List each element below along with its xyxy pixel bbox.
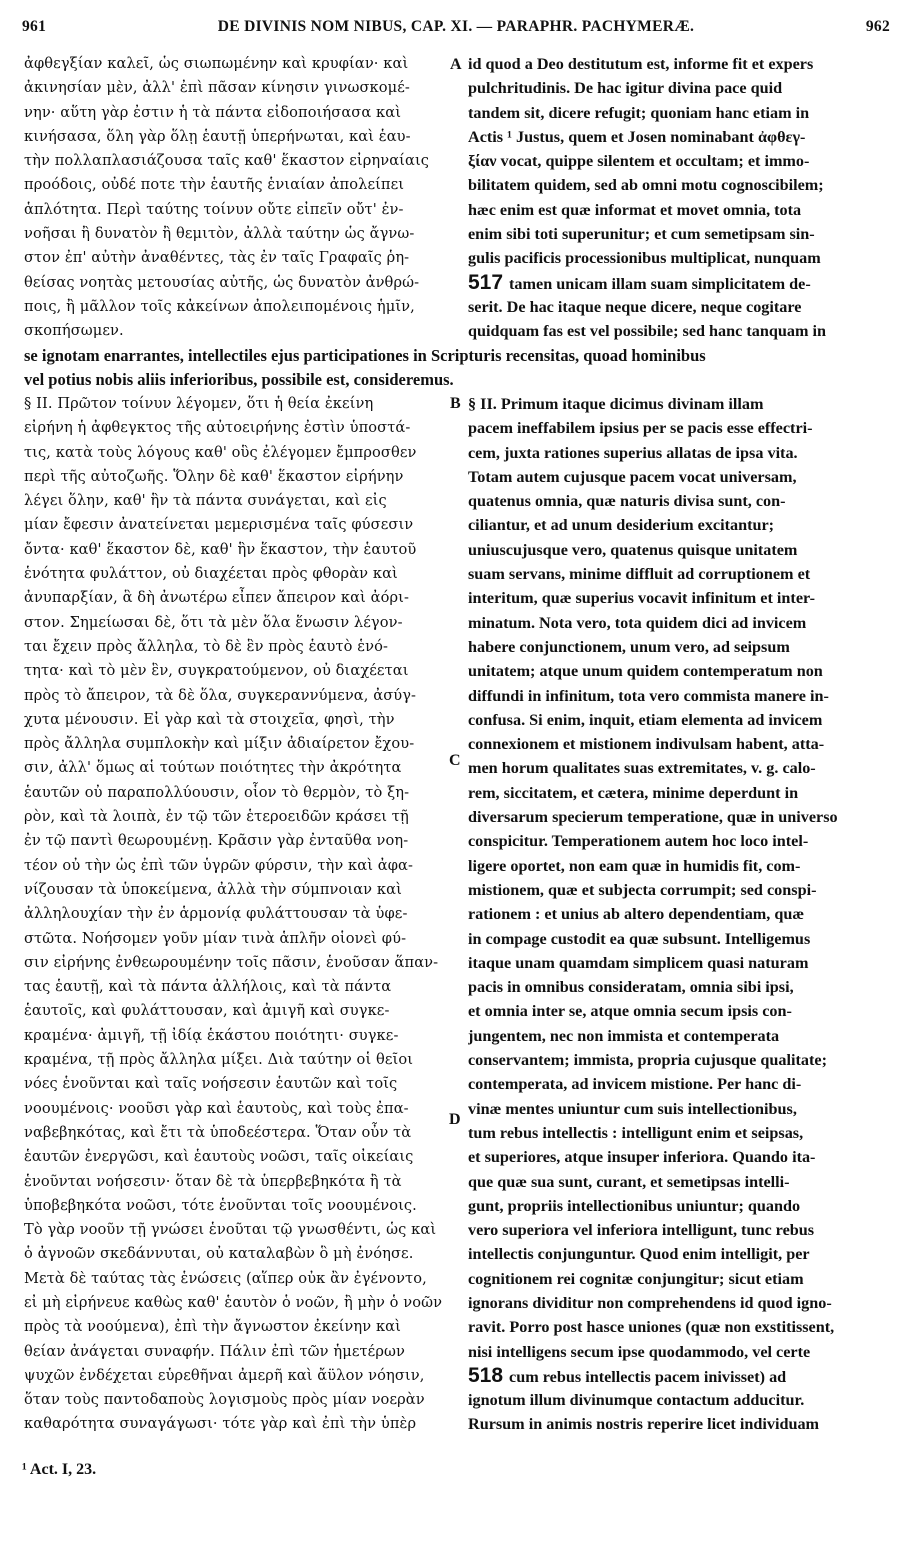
margin-letter-b: B <box>450 395 461 412</box>
greek-line <box>24 295 444 319</box>
greek-line <box>24 999 446 1023</box>
greek-line <box>24 441 446 465</box>
line-text: cum rebus intellectis pacem inivisset) ad <box>509 1367 787 1386</box>
line-text: minatum. Nota vero, tota quidem dici ad invicem <box>468 613 807 632</box>
line-text: χυτα μένουσιν. Εἰ γὰρ καὶ τὰ στοιχεῖα, φησὶ, τὴν <box>24 710 395 728</box>
line-text: ὁ ἀγνοῶν σκεδάννυται, οὐ καταλαβὼν ὃ μὴ ἐνόησε. <box>24 1245 414 1263</box>
latin-line <box>468 173 894 197</box>
full-width-latin <box>24 344 894 393</box>
latin-line <box>468 586 894 610</box>
greek-line <box>24 805 446 829</box>
line-text: interitum, quæ superius vocavit infinitum et inter- <box>468 589 815 608</box>
latin-line <box>468 1218 894 1242</box>
latin-line <box>468 1145 894 1169</box>
greek-line <box>24 927 446 951</box>
line-text: contemperata, ad invicem mistione. Per hanc di- <box>468 1075 802 1094</box>
line-text: cem, juxta rationes superius allatas de ipsa vita. <box>468 443 798 462</box>
line-text: suam servans, minime diffluit ad corruptionem et <box>468 565 811 584</box>
greek-line <box>24 222 444 246</box>
line-text: rationem : et unius ab altero dependentiam, quæ <box>468 905 805 924</box>
line-text: et omnia inter se, atque omnia secum ipsis con- <box>468 1002 792 1021</box>
line-text: connexionem et mistionem indivulsam habent, atta- <box>468 735 825 754</box>
latin-line <box>468 513 894 537</box>
line-text: quidquam fas est vel possibile; sed hanc tanquam in <box>468 322 827 341</box>
line-text: πρὸς τὸ ἄπειρον, τὰ δὲ ὅλα, συγκεραννύμενα, ἀσύγ- <box>24 686 417 704</box>
greek-line <box>24 271 444 295</box>
latin-line <box>468 149 894 173</box>
latin-line <box>468 1194 894 1218</box>
latin-line <box>468 319 894 343</box>
greek-line <box>24 1121 446 1145</box>
greek-line <box>24 586 446 610</box>
line-text: πρὸς τὰ νοούμενα), ἐπὶ τὴν ἄγνωστον ἐκείνην καὶ <box>24 1318 401 1336</box>
line-text: κραμένα, τῇ πρὸς ἄλληλα μίξει. Διὰ ταύτην οἱ θεῖοι <box>24 1051 414 1069</box>
latin-column-top <box>468 52 894 344</box>
line-text: στον. Σημείωσαι δὲ, ὅτι τὰ μὲν ὅλα ἕνωσιν λέγον- <box>24 613 403 631</box>
line-text: ὅταν τοὺς παντοδαποὺς λογισμοὺς πρὸς μίαν νοερὰν <box>24 1391 425 1409</box>
line-text: jungentem, nec non immista et contemperata <box>468 1026 780 1045</box>
greek-line <box>24 1291 446 1315</box>
line-text: pacis in omnibus consideratam, omnia sibi ipsi, <box>468 978 794 997</box>
latin-line <box>468 1024 894 1048</box>
line-text: στῶτα. Νοήσομεν γοῦν μίαν τινὰ ἁπλῆν οἱονεὶ φύ- <box>24 929 407 947</box>
line-text: σιν εἰρήνης ἐνθεωρουμένην τοῖς πᾶσιν, ἑνοῦσαν ἅπαν- <box>24 953 439 971</box>
greek-line <box>24 1145 446 1169</box>
greek-line <box>24 611 446 635</box>
latin-line <box>468 416 894 440</box>
line-text: id quod a Deo destitutum est, informe fit et expers <box>468 55 814 73</box>
line-text: ναβεβηκότας, καὶ ἔτι τὰ ὑποδεέστερα. Ὅταν οὖν τὰ <box>24 1123 412 1141</box>
line-text: tamen unicam illam suam simplicitatem de- <box>509 274 811 293</box>
line-text: § II. Primum itaque dicimus divinam illam <box>468 395 764 413</box>
latin-line <box>468 732 894 756</box>
latin-line <box>468 465 894 489</box>
latin-line <box>468 441 894 465</box>
latin-line <box>468 271 894 295</box>
latin-line <box>468 902 894 926</box>
latin-line <box>468 538 894 562</box>
line-text: ignorans dividitur non comprehendens id quod igno- <box>468 1293 832 1312</box>
latin-line <box>468 781 894 805</box>
line-text: νίζουσαν τὰ ὑποκείμενα, ἀλλὰ τὴν σύμπνοιαν καὶ <box>24 880 402 898</box>
latin-line <box>468 927 894 951</box>
line-text: ligere oportet, non eam quæ in humidis fit, com- <box>468 856 801 875</box>
latin-line <box>468 829 894 853</box>
greek-line <box>24 635 446 659</box>
greek-line <box>24 52 444 76</box>
latin-line <box>468 295 894 319</box>
line-text: ποις, ἢ μᾶλλον τοῖς κἀκείνων ἀπολειπομένοις ἡμῖν, <box>24 297 415 315</box>
greek-line <box>24 659 446 683</box>
line-text: ciliantur, et ad unum desiderium excitantur; <box>468 516 775 535</box>
page-number-left: 961 <box>22 18 47 35</box>
line-text: ται ἔχειν πρὸς ἄλληλα, τὸ δὲ ἓν πρὸς ἑαυτὸ ἑνό- <box>24 637 389 655</box>
greek-line <box>24 1267 446 1291</box>
line-text: tandem sit, dicere refugit; quoniam hanc etiam in <box>468 103 810 122</box>
greek-column-main <box>24 392 446 1437</box>
greek-line <box>24 76 444 100</box>
greek-line <box>24 1194 446 1218</box>
latin-line <box>468 1412 894 1436</box>
line-text: ἀνυπαρξίαν, ἃ δὴ ἀνωτέρω εἶπεν ἄπειρον καὶ ἀόρι- <box>24 589 409 607</box>
line-text: εἰ μὴ εἰρήνευε καθὼς καθ' ἑαυτὸν ὁ νοῶν, ἢ μὴν ὁ νοῶν <box>24 1293 443 1311</box>
page-marker: 518 <box>468 1363 504 1387</box>
line-text: νόες ἑνοῦνται καὶ ταῖς νοήσεσιν ἑαυτῶν καὶ τοῖς <box>24 1075 398 1093</box>
greek-line <box>24 246 444 270</box>
latin-line <box>468 1170 894 1194</box>
line-text: in compage custodit ea quæ subsunt. Intelligemus <box>468 929 811 948</box>
line-text: intellectis conjunguntur. Quod enim intelligit, per <box>468 1245 810 1264</box>
line-text: conspicitur. Temperationem autem hoc loco intel- <box>468 832 809 851</box>
line-text: diversarum specierum temperatione, quæ in universo <box>468 808 838 827</box>
greek-line <box>24 829 446 853</box>
line-text: τας ἑαυτῇ, καὶ τὰ πάντα ἀλλήλοις, καὶ τὰ πάντα <box>24 978 392 996</box>
latin-line <box>468 1340 894 1364</box>
line-text: καθαρότητα συναγάγωσι· τότε γὰρ καὶ ἐπὶ τὴν ὑπὲρ <box>24 1415 417 1433</box>
latin-line <box>468 1048 894 1072</box>
line-text: Τὸ γὰρ νοοῦν τῇ γνώσει ἑνοῦται τῷ γνωσθέντι, ὡς καὶ <box>24 1221 437 1239</box>
greek-line <box>24 684 446 708</box>
line-text: τις, κατὰ τοὺς λόγους καθ' οὓς ἐλέγομεν ἔμπροσθεν <box>24 443 417 461</box>
line-text: Actis ¹ Justus, quem et Josen nominabant ἀφθεγ- <box>468 127 806 146</box>
greek-line <box>24 489 446 513</box>
latin-line <box>468 246 894 270</box>
greek-line <box>24 319 444 343</box>
greek-line <box>24 878 446 902</box>
line-text: que quæ sua sunt, curant, et semetipsas intelli- <box>468 1172 790 1191</box>
latin-line <box>468 611 894 635</box>
line-text: nisi intelligens secum ipse quodammodo, vel certe <box>468 1342 811 1361</box>
latin-line <box>468 76 894 100</box>
greek-line <box>24 1170 446 1194</box>
greek-line <box>24 1048 446 1072</box>
line-text: quatenus omnia, quæ naturis divisa sunt, con- <box>468 492 786 511</box>
latin-line <box>468 489 894 513</box>
latin-line <box>468 101 894 125</box>
latin-line <box>468 52 894 76</box>
line-text: rem, siccitatem, et cætera, minime deperdunt in <box>468 783 799 802</box>
greek-line <box>24 198 444 222</box>
line-text: vel potius nobis aliis inferioribus, possibile est, consideremus. <box>24 370 454 390</box>
latin-line <box>468 659 894 683</box>
line-text: § II. Πρῶτον τοίνυν λέγομεν, ὅτι ἡ θεία ἐκείνη <box>24 395 374 412</box>
latin-line <box>468 198 894 222</box>
line-text: conservantem; immista, propria cujusque qualitate; <box>468 1051 827 1070</box>
greek-line <box>24 173 444 197</box>
line-text: ἑαυτῶν οὐ παραπολλύουσιν, οἷον τὸ θερμὸν, τὸ ξη- <box>24 783 410 801</box>
greek-line <box>24 538 446 562</box>
greek-line <box>24 125 444 149</box>
line-text: ὑποβεβηκότα νοῶσι, τότε ἑνοῦνται τοῖς νοουμένοις. <box>24 1196 417 1214</box>
line-text: Rursum in animis nostris reperire licet individuam <box>468 1415 820 1434</box>
latin-line <box>468 975 894 999</box>
line-text: Totam autem cujusque pacem vocat universam, <box>468 467 797 486</box>
line-text: itaque unam quamdam simplicem quasi naturam <box>468 953 809 972</box>
latin-line <box>468 684 894 708</box>
line-text: πρὸς ἄλληλα συμπλοκὴν καὶ μίξιν ἀδιαίρετον ἔχου- <box>24 735 415 753</box>
greek-line <box>24 1072 446 1096</box>
line-text: hæc enim est quæ informat et movet omnia, tota <box>468 200 802 219</box>
running-title: DE DIVINIS NOM NIBUS, CAP. XI. — PARAPHR. PACHYMERÆ. <box>217 18 695 35</box>
greek-line <box>24 1364 446 1388</box>
greek-line <box>24 149 444 173</box>
line-text: ἑνοῦνται νοήσεσιν· ὅταν δὲ τὰ ὑπερβεβηκότα ἢ τὰ <box>24 1172 402 1190</box>
line-text: προόδοις, οὐδέ ποτε τὴν ἑαυτῆς ἑνιαίαν ἀπολείπει <box>24 176 405 194</box>
greek-line <box>24 392 446 416</box>
line-text: ὄντα· καθ' ἕκαστον δὲ, καθ' ἣν ἕκαστον, τὴν ἑαυτοῦ <box>24 540 417 558</box>
greek-line <box>24 708 446 732</box>
line-text: pulchritudinis. De hac igitur divina pace quid <box>468 79 783 98</box>
line-text: confusa. Si enim, inquit, etiam elementa ad invicem <box>468 710 823 729</box>
line-text: ignotum illum divinumque contactum adducitur. <box>468 1391 805 1410</box>
line-text: περὶ τῆς αὐτοζωῆς. Ὅλην δὲ καθ' ἕκαστον εἰρήνην <box>24 467 404 485</box>
latin-line <box>24 368 894 392</box>
greek-line <box>24 465 446 489</box>
line-text: θείαν ἀνάγεται συναφήν. Πάλιν ἐπὶ τῶν ἡμετέρων <box>24 1342 405 1360</box>
line-text: vero superiora vel inferiora intelligunt, tunc rebus <box>468 1221 815 1240</box>
line-text: uniuscujusque vero, quatenus quisque unitatem <box>468 540 798 559</box>
line-text: σκοπήσωμεν. <box>24 322 124 340</box>
line-text: men horum qualitates suas extremitates, v. g. calo- <box>468 759 816 778</box>
line-text: ξίαν vocat, quippe silentem et occultam; et immo- <box>468 152 810 171</box>
line-text: ἀφθεγξίαν καλεῖ, ὡς σιωπωμένην καὶ κρυφίαν· καὶ <box>24 55 409 72</box>
line-text: gulis pacificis processionibus multiplicat, nunquam <box>468 249 821 268</box>
greek-line <box>24 902 446 926</box>
latin-line <box>468 951 894 975</box>
latin-line <box>468 1121 894 1145</box>
line-text: mistionem, quæ et subjecta corrumpit; sed conspi- <box>468 880 817 899</box>
line-text: ἐν τῷ παντὶ θεωρουμένῃ. Κρᾶσιν γὰρ ἐνταῦθα νοη- <box>24 832 409 850</box>
greek-line <box>24 1097 446 1121</box>
greek-line <box>24 1388 446 1412</box>
greek-line <box>24 1340 446 1364</box>
line-text: et superiores, atque insuper inferiora. Quando ita- <box>468 1148 816 1167</box>
line-text: θείσας νοητὰς μετουσίας αὐτῆς, ὡς δυνατὸν ἀνθρώ- <box>24 273 420 291</box>
line-text: enim sibi toti superunitur; et cum semetipsam sin- <box>468 225 815 244</box>
line-text: τητα· καὶ τὸ μὲν ἓν, συγκρατούμενον, οὐ διαχέεται <box>24 662 409 680</box>
latin-line <box>468 1072 894 1096</box>
latin-line <box>468 1388 894 1412</box>
line-text: μίαν ἔφεσιν ἀνατείνεται μεμερισμένα ταῖς φύσεσιν <box>24 516 414 534</box>
line-text: ἑνότητα φυλάττον, οὐ διαχέεται πρὸς φθορὰν καὶ <box>24 565 398 583</box>
latin-line <box>468 1291 894 1315</box>
line-text: στον ἐπ' αὐτὴν ἀναθέντες, τὰς ἐν ταῖς Γραφαῖς ῥη- <box>24 249 410 267</box>
latin-line <box>468 635 894 659</box>
latin-line <box>468 708 894 732</box>
greek-line <box>24 1218 446 1242</box>
greek-line <box>24 1242 446 1266</box>
greek-line <box>24 975 446 999</box>
line-text: νοουμένοις· νοοῦσι γὰρ καὶ ἑαυτοὺς, καὶ τοὺς ἐπα- <box>24 1099 409 1117</box>
line-text: ρὸν, καὶ τὰ λοιπὰ, ἐν τῷ τῶν ἑτεροειδῶν κράσει τῇ <box>24 808 409 826</box>
latin-line <box>468 392 894 416</box>
line-text: ἁπλότητα. Περὶ ταύτης τοίνυν οὔτε εἰπεῖν οὔτ' ἐν- <box>24 200 404 218</box>
line-text: ἀκινησίαν μὲν, ἀλλ' ἐπὶ πᾶσαν κίνησιν γινωσκομέ- <box>24 79 410 97</box>
latin-column-main <box>468 392 894 1437</box>
greek-line <box>24 513 446 537</box>
latin-line <box>468 878 894 902</box>
latin-line <box>468 1097 894 1121</box>
latin-line <box>468 1315 894 1339</box>
footnote: ¹ Act. I, 23. <box>22 1461 97 1478</box>
latin-line <box>468 562 894 586</box>
greek-line <box>24 562 446 586</box>
greek-column-top <box>24 52 444 344</box>
line-text: bilitatem quidem, sed ab omni motu cognoscibilem; <box>468 176 824 195</box>
line-text: λέγει ὅλην, καθ' ἣν τὰ πάντα συνάγεται, καὶ εἰς <box>24 492 387 510</box>
margin-letter-d: D <box>449 1111 461 1128</box>
greek-line <box>24 732 446 756</box>
line-text: gunt, propriis intellectionibus uniuntur; quando <box>468 1196 801 1215</box>
line-text: νοῆσαι ἢ δυνατὸν ἢ θεμιτὸν, ἀλλὰ ταύτην ὡς ἄγνω- <box>24 225 415 243</box>
page-number-right: 962 <box>865 18 890 35</box>
line-text: εἰρήνη ἡ ἀφθεγκτος τῆς αὐτοειρήνης ἐστὶν ὑποστά- <box>24 419 411 437</box>
latin-line <box>468 1364 894 1388</box>
line-text: ravit. Porro post hasce uniones (quæ non exstitissent, <box>468 1318 835 1337</box>
line-text: ἑαυτοῖς, καὶ φυλάττουσαν, καὶ ἀμιγῆ καὶ συγκε- <box>24 1002 390 1020</box>
latin-line <box>468 854 894 878</box>
line-text: κινήσασα, ὅλη γὰρ ὅλῃ ἑαυτῇ ὑπερήνωται, καὶ ἑαυ- <box>24 127 411 145</box>
latin-line <box>468 805 894 829</box>
margin-letter-c: C <box>449 752 461 769</box>
latin-line <box>468 999 894 1023</box>
line-text: ἀλληλουχίαν τὴν ἐν ἁρμονίᾳ φυλάττουσαν τὰ ὑφε- <box>24 905 408 923</box>
running-header <box>22 14 890 40</box>
latin-line <box>24 344 894 368</box>
line-text: ἑαυτῶν ἐνεργῶσι, καὶ ἑαυτοὺς νοῶσι, ταῖς οἰκείαις <box>24 1148 414 1166</box>
latin-line <box>468 1267 894 1291</box>
margin-letter-a: A <box>450 56 462 73</box>
greek-line <box>24 854 446 878</box>
latin-line <box>468 222 894 246</box>
greek-line <box>24 1315 446 1339</box>
line-text: cognitionem rei cognitæ conjungitur; sicut etiam <box>468 1269 804 1288</box>
line-text: νην· αὕτη γὰρ ἐστιν ἡ τὰ πάντα εἰδοποιήσασα καὶ <box>24 103 402 121</box>
line-text: σιν, ἀλλ' ὅμως αἱ τούτων ποιότητες τὴν ἀκρότητα <box>24 759 402 777</box>
line-text: τὴν πολλαπλασιάζουσα ταῖς καθ' ἕκαστον εἰρηναίαις <box>24 152 430 170</box>
line-text: pacem ineffabilem ipsius per se pacis esse effectri- <box>468 419 813 438</box>
latin-line <box>468 756 894 780</box>
line-text: habere conjunctionem, unum vero, ad seipsum <box>468 637 790 656</box>
greek-line <box>24 781 446 805</box>
greek-line <box>24 416 446 440</box>
line-text: vinæ mentes uniuntur cum suis intellectionibus, <box>468 1099 797 1118</box>
greek-line <box>24 1412 446 1436</box>
greek-line <box>24 101 444 125</box>
page-marker: 517 <box>468 270 504 294</box>
latin-line <box>468 1242 894 1266</box>
line-text: ψυχῶν ἐνδέχεται εὑρεθῆναι ἀμερῆ καὶ ἄϋλον νόησιν, <box>24 1366 425 1384</box>
greek-line <box>24 951 446 975</box>
line-text: unitatem; atque unum quidem contemperatum non <box>468 662 823 681</box>
line-text: τέον οὐ τὴν ὡς ἐπὶ τῶν ὑγρῶν φύρσιν, τὴν καὶ ἀφα- <box>24 856 414 874</box>
line-text: serit. De hac itaque neque dicere, neque cogitare <box>468 297 802 316</box>
line-text: Μετὰ δὲ ταύτας τὰς ἑνώσεις (αἵπερ οὐκ ἂν ἐγένοντο, <box>24 1269 427 1287</box>
line-text: κραμένα· ἀμιγῆ, τῇ ἰδίᾳ ἑκάστου ποιότητι· συγκε- <box>24 1026 399 1044</box>
greek-line <box>24 1024 446 1048</box>
line-text: diffundi in infinitum, tota vero commista manere in- <box>468 686 829 705</box>
greek-line <box>24 756 446 780</box>
line-text: tum rebus intellectis : intelligunt enim et seipsas, <box>468 1123 804 1142</box>
line-text: se ignotam enarrantes, intellectiles ejus participationes in Scripturis recensitas, quoad hominibus <box>24 346 706 365</box>
latin-line <box>468 125 894 149</box>
